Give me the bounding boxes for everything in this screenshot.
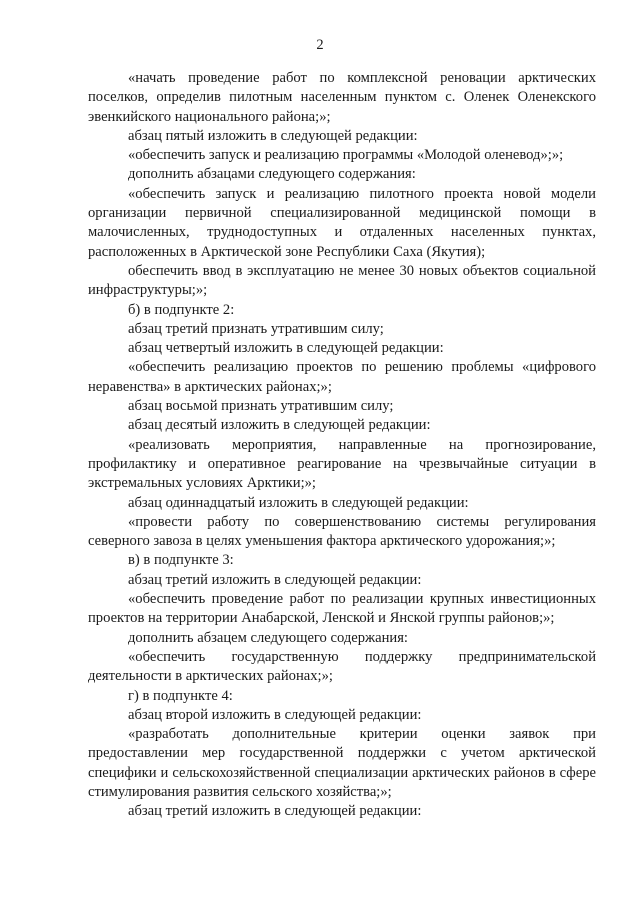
paragraph: «обеспечить проведение работ по реализации крупных инвестиционных проектов на территории Анабарской, Ленской и Янской группы районов;»; <box>88 591 596 627</box>
paragraph: «обеспечить государственную поддержку предпринимательской деятельности в арктических районах;»; <box>88 648 596 685</box>
paragraph: обеспечить ввод в эксплуатацию не менее 30 новых объектов социальной инфраструктуры;»; <box>88 262 596 299</box>
paragraph: абзац одиннадцатый изложить в следующей редакции: <box>128 494 469 511</box>
paragraph: абзац пятый изложить в следующей редакции: <box>128 127 418 144</box>
paragraph: «начать проведение работ по комплексной реновации арктических поселков, определив пилотным населенным пунктом с. Оленек Оленекского эвенкийского национального района;»; <box>88 70 596 125</box>
paragraph: абзац десятый изложить в следующей редакции: <box>128 417 431 434</box>
paragraph: абзац третий изложить в следующей редакции: <box>128 803 422 820</box>
paragraph: «разработать дополнительные критерии оценки заявок при предоставлении мер государственной поддержки с учетом арктической специфики и сельскохозяйственной специализации арктических районов в сфере стимулирования развития сельского хозяйства;»; <box>88 726 596 800</box>
paragraph: абзац третий признать утратившим силу; <box>128 320 384 337</box>
paragraph: абзац восьмой признать утратившим силу; <box>128 398 394 415</box>
paragraph: «реализовать мероприятия, направленные на прогнозирование, профилактику и оперативное реагирование на чрезвычайные ситуации в экстремальных условиях Арктики;»; <box>88 436 596 492</box>
paragraph: г) в подпункте 4: <box>128 687 233 704</box>
paragraph: б) в подпункте 2: <box>128 301 235 318</box>
page-number: 2 <box>316 37 324 53</box>
paragraph: абзац второй изложить в следующей редакции: <box>128 706 422 723</box>
paragraph: «провести работу по совершенствованию системы регулирования северного завоза в целях уменьшения фактора арктического удорожания;»; <box>88 513 596 550</box>
paragraph: «обеспечить запуск и реализацию программы «Молодой оленевод»;»; <box>128 147 564 164</box>
paragraph: абзац четвертый изложить в следующей редакции: <box>128 340 444 357</box>
paragraph: дополнить абзацем следующего содержания: <box>128 629 408 646</box>
paragraph: «обеспечить запуск и реализацию пилотного проекта новой модели организации первичной специализированной медицинской помощи в малочисленных, труднодоступных и отдаленных населенных пунктах, расположенных в Арктической зоне Республики Саха (Якутия); <box>88 185 596 260</box>
document-body <box>88 69 596 822</box>
paragraph: абзац третий изложить в следующей редакции: <box>128 571 422 588</box>
paragraph: дополнить абзацами следующего содержания: <box>128 166 416 183</box>
paragraph: в) в подпункте 3: <box>128 552 234 569</box>
paragraph: «обеспечить реализацию проектов по решению проблемы «цифрового неравенства» в арктических районах;»; <box>88 359 596 395</box>
